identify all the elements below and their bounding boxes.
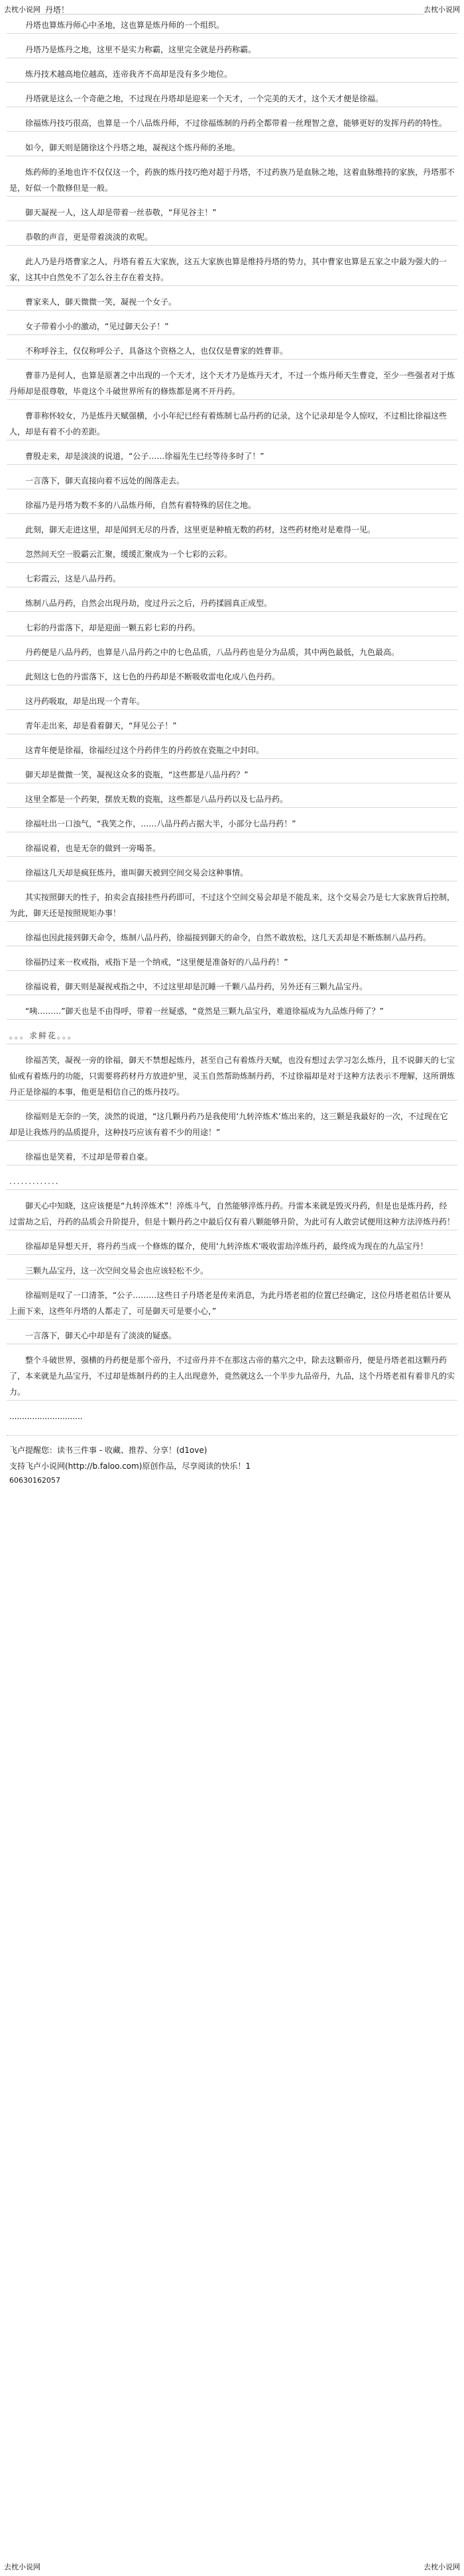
paragraph: 徐福苦笑，凝视一旁的徐福，御天不禁想起炼丹，甚至自己有着炼丹天赋，也没有想过去学习怎么炼丹，且不说御天的七宝仙戒有着炼丹的功能，只需要将药材丹方放进炉里，灵玉自然帮助炼制丹药，不过徐福却是对于这种方法表示不理解，这所谓炼丹正是徐福的本事，他更是相信自己的炼丹技巧。 [7,1052,457,1101]
paragraph: 。。。求鲜花。。。 [7,1028,457,1044]
paragraph: 此人乃是丹塔曹家之人，丹塔有着五大家族，这五大家族也算是维持丹塔的势力，其中曹家也算是五家之中最为强大的一家，这其中自然免不了怎么谷主存在着支持。 [7,254,457,286]
paragraph: 徐福说着，御天则是凝视戒指之中，不过这里却是沉睡一千颗八品丹药，另外还有三颗九品宝丹。 [7,979,457,995]
footer-site-name-left: 去枕小说网 [4,2563,40,2571]
paragraph: “咦………”御天也是不由得呼，带着一丝疑惑，“竟然是三颗九品宝丹，难道徐福成为九品炼丹师了？” [7,1003,457,1020]
paragraph: 此刻，御天走进这里，却是闻到无尽的丹香，这里更是种植无数的药材，这些药材绝对是难得一见。 [7,522,457,538]
paragraph: 徐福吐出一口浊气，“我笑之作，……八品丹药占据大半，小部分七品丹药！” [7,816,457,832]
paragraph: 一言落下，御天直接向着不远处的阁落走去。 [7,473,457,489]
paragraph: 一言落下，御天心中却是有了淡淡的疑惑。 [7,1328,457,1344]
end-separator: ............................. [9,1412,83,1421]
paragraph: 女子带着小小的激动，“见过御天公子！” [7,319,457,335]
paragraph: 不称呼谷主，仅仅称呼公子，具备这个资格之人，也仅仅是曹家的姓曹菲。 [7,343,457,360]
paragraph: 七彩的丹雷落下，却是迎面一颗五彩七彩的丹药。 [7,620,457,636]
closing-note-1: 飞卢提醒您：读书三件事 - 收藏、推荐、分享！(d1ove) [9,1446,207,1455]
paragraph: 恭敬的声音，更是带着淡淡的欢呢。 [7,229,457,246]
paragraph: 炼丹技术越高地位越高，连帝我齐不高却是没有多少地位。 [7,66,457,83]
paragraph: 御天凝视一人，这人却是带着一丝恭敬，“拜见谷主！” [7,205,457,221]
paragraph: 徐福乃是丹塔为数不多的八品炼丹师，自然有着特殊的居住之地。 [7,497,457,514]
paragraph: 曹家来人，御天微微一笑，凝视一个女子。 [7,294,457,311]
page-footer [0,2561,464,2573]
chapter-body [7,17,457,1487]
paragraph: 曹菲乃是何人，也算是原著之中出现的一个天才，这个天才乃是炼丹天才，不过一个炼丹师天生曹竞，至少一些强者对于炼丹师却是很尊敬，毕竟这个斗破世界所有的修炼都是离不开丹药。 [7,368,457,400]
paragraph: 丹塔也算炼丹师心中圣地，这也算是炼丹师的一个组织。 [7,17,457,34]
closing-note-3: 60630162057 [9,1476,60,1485]
paragraph: 丹塔乃是炼丹之地，这里不是实力称霸，这里完全就是丹药称霸。 [7,42,457,58]
paragraph: 徐福则是叹了一口清茶，“公子………这些日子丹塔老是传来消息，为此丹塔老祖的位置已经确定，这位丹塔老祖估计要从上面下来，这些年丹塔的人都走了，可是御天可是要小心，” [7,1287,457,1320]
paragraph: 这青年便是徐福，徐福经过这个丹药伴生的丹药放在瓷瓶之中封印。 [7,742,457,759]
closing-note-2: 支持飞卢小说网(http://b.faloo.com)原创作品，尽享阅读的快乐！1 [9,1461,251,1471]
paragraph: 忽然间天空一股霸云汇聚，缓缓汇聚成为一个七彩的云彩。 [7,546,457,563]
paragraph: ............. [7,1173,457,1190]
paragraph: 炼制八品丹药，自然会出现丹劫，度过丹云之后，丹药揉圆真正成型。 [7,595,457,612]
paragraph: 御天却是微微一笑，凝视这众多的瓷瓶，“这些都是八品丹药？” [7,767,457,783]
paragraph: 曹殷走来，却是淡淡的说道，“公子……徐福先生已经等待多时了！” [7,448,457,465]
paragraph: 徐福这几天却是疯狂炼丹，谁叫御天被到空间交易会这种事情。 [7,865,457,881]
header-rule [33,14,424,15]
paragraph: 这丹药吸取，却是出现一个青年。 [7,693,457,710]
paragraph: 整个斗破世界，强横的丹药便是那个帝丹，不过帝丹并不在那这古帝的墓穴之中，除去这颗帝丹，便是丹塔老祖这颗丹药了，本来就是九品宝丹，不过却是炼制丹药的主人出现意外，竟然就这么一个半步九品帝丹，九品，这个丹塔老祖有着非凡的实力。 [7,1352,457,1401]
paragraph: 丹塔就是这么一个奇葩之地，不过现在丹塔却是迎来一个天才，一个完美的天才，这个天才便是徐福。 [7,91,457,107]
paragraph: 御天心中知晓，这应该便是“九转淬炼术”！淬炼斗气，自然能够淬炼丹药。丹雷本来就是毁灭丹药，但是也是炼丹药，经过雷劫之后，丹药的品质会升阶提升，但是十颗丹药之中最后仅有着八颗能够升阶，为此可有人敢尝试便用这种方法淬炼丹药！ [7,1198,457,1230]
paragraph: 徐福扔过来一枚戒指，戒指下是一个纳戒，“这里便是准备好的八品丹药！” [7,954,457,971]
paragraph: 三颗九品宝丹，这一次空间交易会也应该轻松不少。 [7,1263,457,1279]
paragraph: 这里全都是一个药架，摆放无数的瓷瓶，这些都是八品丹药以及七品丹药。 [7,791,457,808]
paragraph: 如今，御天则是随徐这个丹塔之地，凝视这个炼丹师的圣地。 [7,140,457,156]
paragraph: 徐福却是异想天开，将丹药当成一个修炼的媒介，使用‘九转淬炼术’吸收雷劫淬炼丹药，最终成为现在的九品宝丹！ [7,1238,457,1255]
paragraph: 曹菲称怀较女，乃是炼丹天赋强横，小小年纪已经有着炼制七品丹药的记录，这个记录却是令人惊叹，不过相比徐福这些人，却是有着不小的差距。 [7,408,457,440]
paragraph: 青年走出来，却是看着御天，“拜见公子！” [7,718,457,734]
footer-site-name-right: 去枕小说网 [424,2563,460,2571]
paragraph: 七彩霞云，这是八品丹药。 [7,571,457,587]
paragraph: 徐福则是无奈的一笑，淡然的说道，“这几颗丹药乃是我使用‘九转淬炼术’炼出来的，这三颗是我最好的一次，不过现在它却是让我炼丹的品质提升，这种技巧应该有着不少的用途！” [7,1109,457,1141]
paragraph: 徐福也因此接到御天命令，炼制八品丹药，徐福接到御天的命令，自然不敢放松，这几天丢却是不断炼制八品丹药。 [7,930,457,946]
header-site-name-left: 去枕小说网 [4,5,40,14]
header-site-name-right: 去枕小说网 [424,5,460,14]
paragraph: 丹药便是八品丹药，也算是八品丹药之中的七色品质，八品丹药也是分为品质，其中两色最低，九色最高。 [7,644,457,661]
paragraph: 徐福也是笑着，不过却是带着自豪。 [7,1149,457,1165]
page-header [0,4,464,16]
chapter-title: 丹塔！ [45,5,70,15]
paragraph: 其实按照御天的性子，拍卖会直接挂些丹药即可，不过这个空间交易会却是不能乱来，这个交易会乃是七大家族背后控制，为此，御天还是按照规矩办事！ [7,889,457,922]
paragraph: 炼药师的圣地也许不仅仅这一个，药族的炼丹技巧绝对超于丹塔，不过药族乃是血脉之地，这着血脉维持的家族，丹塔那不是，好似一个散修但是一般。 [7,164,457,197]
paragraph: 徐福炼丹技巧很高，也算是一个八品炼丹师，不过徐福炼制的丹药全都带着一丝理智之意，能够更好的发挥丹药的特性。 [7,115,457,132]
paragraph: 此刻这七色的丹雷落下，这七色的丹药却是不断吸收雷电化成八色丹药。 [7,669,457,685]
paragraph: 徐福说着，也是无奈的做到一旁喝茶。 [7,840,457,857]
separator-rule [7,1428,457,1436]
